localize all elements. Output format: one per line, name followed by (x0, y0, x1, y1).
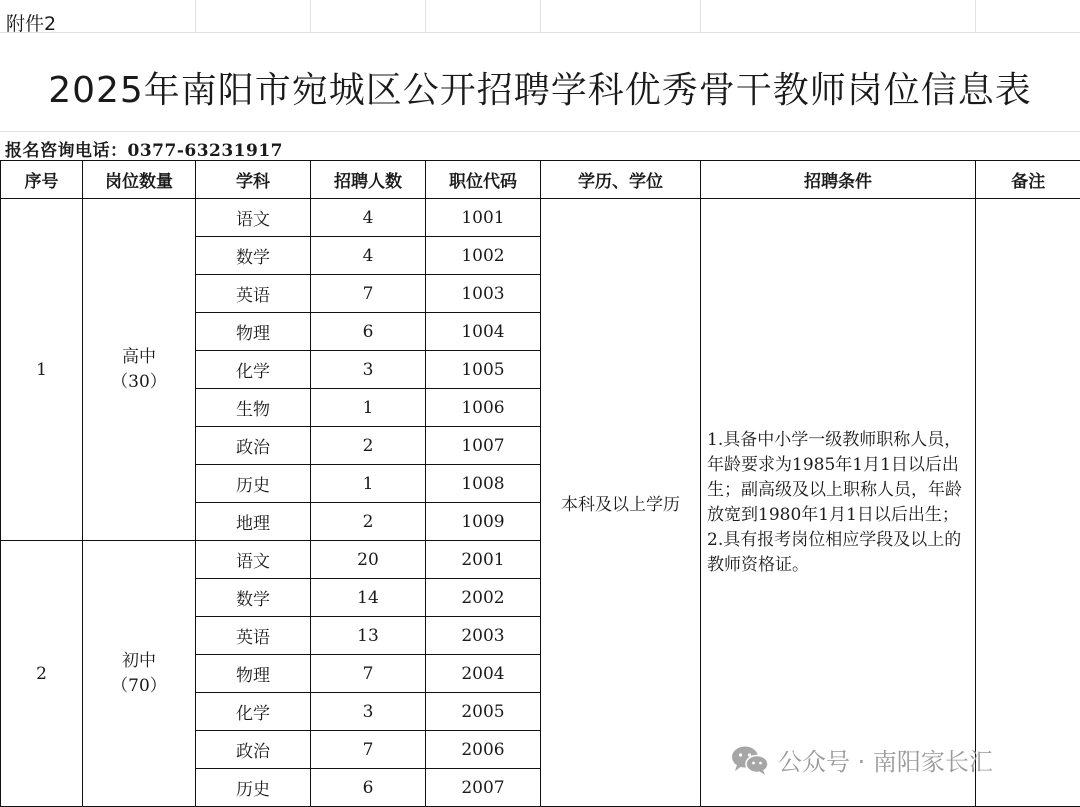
code-cell: 1002 (426, 237, 541, 275)
header-code: 职位代码 (426, 161, 541, 199)
gridline (0, 131, 1080, 132)
subject-cell: 化学 (196, 351, 311, 389)
code-cell: 1009 (426, 503, 541, 541)
count-cell: 7 (311, 655, 426, 693)
group-category (83, 541, 196, 807)
header-subject: 学科 (196, 161, 311, 199)
page-title: 2025年南阳市宛城区公开招聘学科优秀骨干教师岗位信息表 (0, 62, 1080, 113)
code-cell: 1005 (426, 351, 541, 389)
attachment-label: 附件2 (6, 9, 56, 36)
code-cell: 2006 (426, 731, 541, 769)
subject-cell: 物理 (196, 655, 311, 693)
code-cell: 1007 (426, 427, 541, 465)
header-count: 招聘人数 (311, 161, 426, 199)
count-cell: 4 (311, 199, 426, 237)
watermark (730, 742, 993, 777)
code-cell: 1004 (426, 313, 541, 351)
count-cell: 2 (311, 503, 426, 541)
subject-cell: 数学 (196, 237, 311, 275)
subject-cell: 英语 (196, 617, 311, 655)
count-cell: 1 (311, 465, 426, 503)
gridline (0, 32, 1080, 33)
watermark-text: 公众号 · 南阳家长汇 (778, 742, 993, 777)
wechat-icon (730, 744, 770, 776)
header-note: 备注 (976, 161, 1080, 199)
requirement-item: 1.具备中小学一级教师职称人员，年龄要求为1985年1月1日以后出生；副高级及以上职称人员，年龄放宽到1980年1月1日以后出生； (707, 428, 969, 528)
code-cell: 2007 (426, 769, 541, 807)
code-cell: 1001 (426, 199, 541, 237)
education-cell: 本科及以上学历 (541, 199, 701, 807)
count-cell: 6 (311, 769, 426, 807)
positions-table (0, 160, 1080, 807)
subject-cell: 语文 (196, 541, 311, 579)
spreadsheet-gridlines (0, 0, 1080, 32)
count-cell: 7 (311, 731, 426, 769)
code-cell: 2004 (426, 655, 541, 693)
category-quota: （70） (83, 674, 195, 699)
count-cell: 13 (311, 617, 426, 655)
subject-cell: 历史 (196, 465, 311, 503)
subject-cell: 历史 (196, 769, 311, 807)
note-cell (976, 199, 1080, 807)
subject-cell: 地理 (196, 503, 311, 541)
count-cell: 7 (311, 275, 426, 313)
header-requirements: 招聘条件 (701, 161, 976, 199)
requirement-item: 2.具有报考岗位相应学段及以上的教师资格证。 (707, 528, 969, 578)
count-cell: 2 (311, 427, 426, 465)
category-quota: （30） (83, 370, 195, 395)
count-cell: 3 (311, 693, 426, 731)
count-cell: 14 (311, 579, 426, 617)
header-positions: 岗位数量 (83, 161, 196, 199)
category-level: 高中 (83, 345, 195, 370)
count-cell: 20 (311, 541, 426, 579)
phone-line: 报名咨询电话：0377-63231917 (5, 136, 283, 161)
subject-cell: 英语 (196, 275, 311, 313)
code-cell: 2002 (426, 579, 541, 617)
subject-cell: 政治 (196, 731, 311, 769)
code-cell: 2005 (426, 693, 541, 731)
code-cell: 1006 (426, 389, 541, 427)
table-row (1, 199, 1080, 237)
count-cell: 4 (311, 237, 426, 275)
subject-cell: 政治 (196, 427, 311, 465)
header-row (1, 161, 1080, 199)
category-level: 初中 (83, 649, 195, 674)
count-cell: 1 (311, 389, 426, 427)
subject-cell: 生物 (196, 389, 311, 427)
code-cell: 1003 (426, 275, 541, 313)
group-category (83, 199, 196, 541)
code-cell: 2003 (426, 617, 541, 655)
subject-cell: 物理 (196, 313, 311, 351)
subject-cell: 语文 (196, 199, 311, 237)
group-number: 2 (1, 541, 83, 807)
subject-cell: 数学 (196, 579, 311, 617)
header-no: 序号 (1, 161, 83, 199)
count-cell: 3 (311, 351, 426, 389)
group-number: 1 (1, 199, 83, 541)
subject-cell: 化学 (196, 693, 311, 731)
code-cell: 1008 (426, 465, 541, 503)
header-education: 学历、学位 (541, 161, 701, 199)
requirements-cell (701, 199, 976, 807)
code-cell: 2001 (426, 541, 541, 579)
count-cell: 6 (311, 313, 426, 351)
